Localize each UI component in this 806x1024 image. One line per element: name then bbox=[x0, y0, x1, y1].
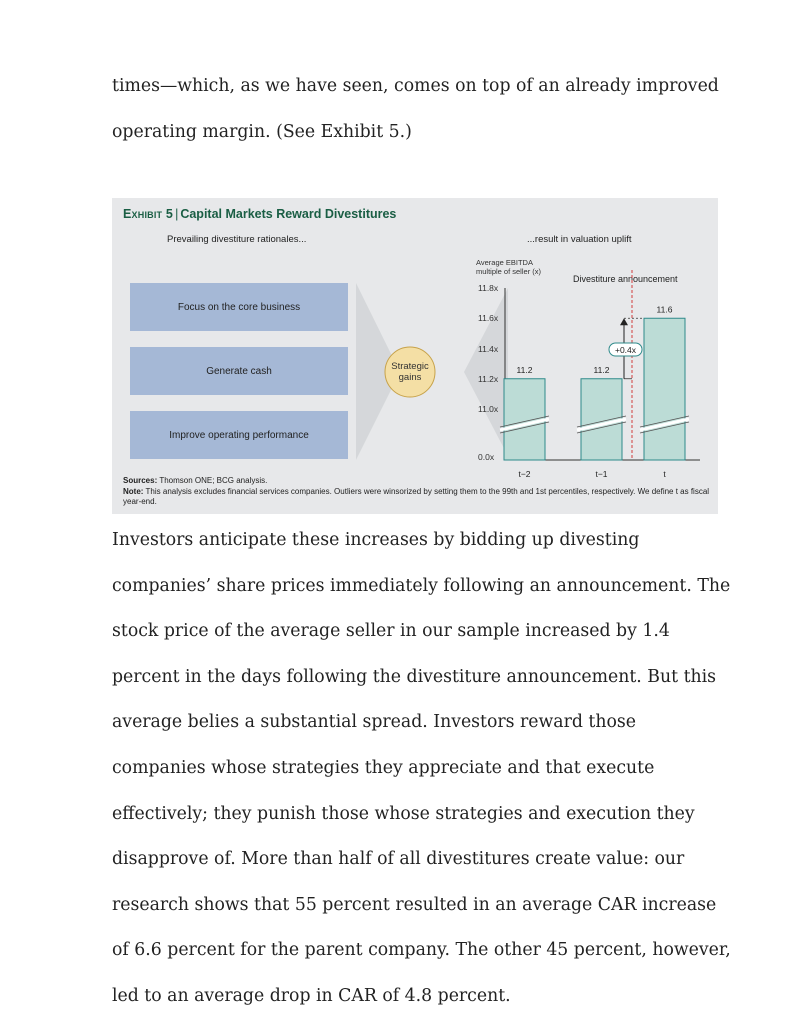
exhibit-title-text: Capital Markets Reward Divestitures bbox=[180, 207, 397, 221]
left-subtitle: Prevailing divestiture rationales... bbox=[167, 234, 307, 245]
rationale-box-generate-cash: Generate cash bbox=[130, 347, 348, 395]
y-tick-label: 11.6x bbox=[478, 313, 499, 323]
exhibit-5 bbox=[112, 198, 718, 514]
bar-3 bbox=[644, 318, 685, 460]
x-tick-label: t bbox=[663, 469, 666, 479]
y-tick-label: 11.0x bbox=[478, 404, 499, 414]
y-axis-label-line2: multiple of seller (x) bbox=[476, 267, 542, 276]
exhibit-label: Exhibit 5 bbox=[123, 207, 174, 221]
strategic-gains-label-line2: gains bbox=[398, 372, 422, 383]
sources-text: Thomson ONE; BCG analysis. bbox=[159, 476, 268, 485]
exhibit-title-separator: | bbox=[175, 207, 179, 221]
sources-label: Sources: bbox=[123, 476, 158, 485]
bar-value-label: 11.2 bbox=[516, 364, 533, 375]
note-text: This analysis excludes financial services companies. Outliers were winsorized by setting them to the 99th and 1st percentiles, respectively. We define t as fiscal year-end. bbox=[123, 486, 710, 506]
announcement-label: Divestiture announcement bbox=[573, 274, 678, 284]
uplift-label: +0.4x bbox=[614, 345, 637, 355]
exhibit-graphic bbox=[112, 198, 718, 514]
bar-value-label: 11.6 bbox=[656, 304, 673, 315]
x-tick-label: t−1 bbox=[595, 469, 608, 479]
note-label: Note: bbox=[123, 486, 144, 496]
y-tick-label: 0.0x bbox=[478, 452, 495, 462]
rationale-box-core-business: Focus on the core business bbox=[130, 283, 348, 331]
bar-1 bbox=[504, 379, 545, 460]
paragraph-bottom: Investors anticipate these increases by bidding up divesting companies’ share prices immediately following an announcement. The stock price of the average seller in our sample increased by 1.4 percent in the days following the divestiture announcement. But this average belies a substantial spread. Investors reward those companies whose strategies they appreciate and that execute effectively; they punish those whose strategies and execution they disapprove of. More than half of all divestitures create value: our research shows that 55 percent resulted in an average CAR increase of 6.6 percent for the parent company. The other 45 percent, however, led to an average drop in CAR of 4.8 percent. bbox=[112, 530, 731, 1006]
rationale-box-operating-performance: Improve operating performance bbox=[130, 411, 348, 459]
sources-note bbox=[123, 476, 713, 508]
x-tick-label: t−2 bbox=[518, 469, 531, 479]
paragraph-top: times—which, as we have seen, comes on top of an already improved operating margin. (See Exhibit 5.) bbox=[112, 76, 719, 142]
y-tick-label: 11.2x bbox=[478, 374, 499, 384]
strategic-gains-label-line1: Strategic bbox=[391, 361, 429, 372]
right-subtitle: ...result in valuation uplift bbox=[527, 234, 632, 245]
y-tick-label: 11.8x bbox=[478, 283, 499, 293]
y-tick-label: 11.4x bbox=[478, 344, 499, 354]
valuation-chart bbox=[478, 270, 700, 479]
bar-2 bbox=[581, 379, 622, 460]
uplift-arrow-head bbox=[620, 318, 628, 325]
y-axis-label-line1: Average EBITDA bbox=[476, 258, 533, 267]
bar-value-label: 11.2 bbox=[593, 364, 610, 375]
